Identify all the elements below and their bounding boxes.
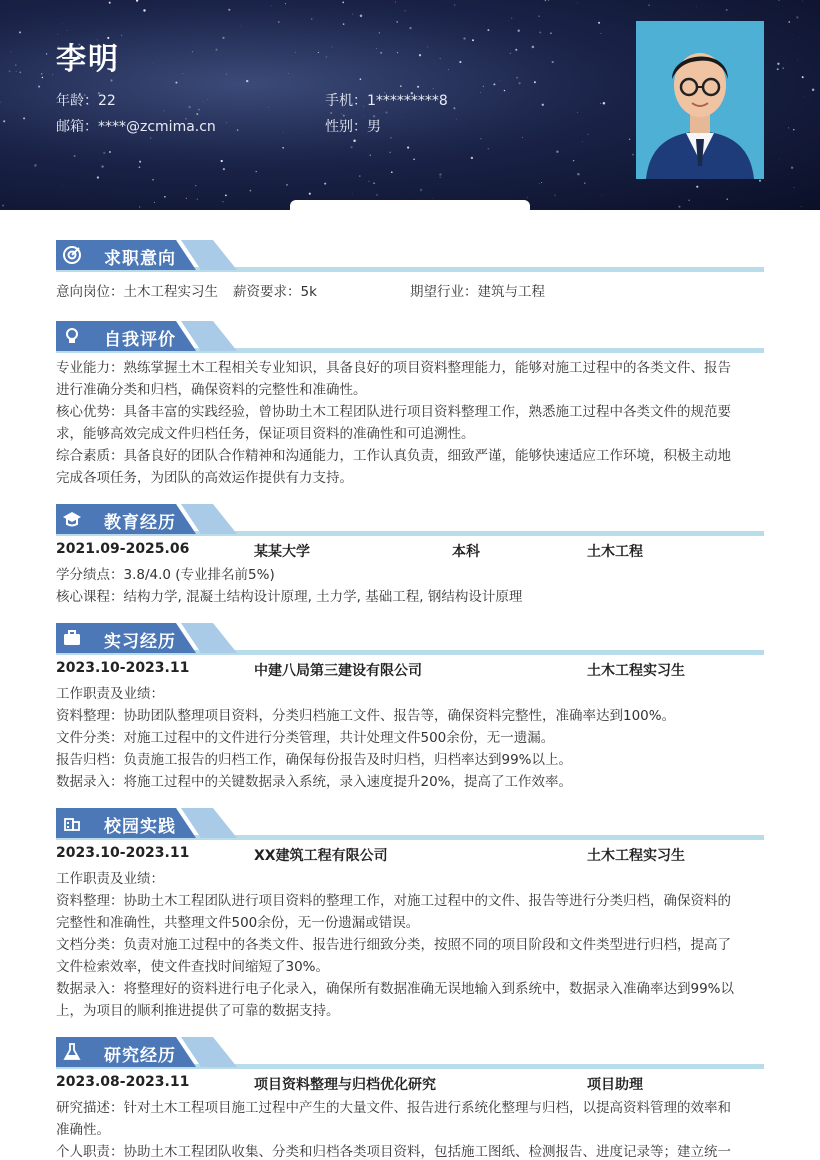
intent-salary: 薪资要求：5k bbox=[233, 284, 317, 300]
graduation-cap-icon bbox=[62, 509, 82, 529]
education-row bbox=[56, 541, 764, 563]
research-role: 项目助理 bbox=[587, 1077, 643, 1093]
education-degree: 本科 bbox=[452, 544, 480, 560]
profile-photo bbox=[636, 21, 764, 179]
campus-line: 数据录入：将整理好的资料进行电子化录入，确保所有数据准确无误地输入到系统中，数据录入准确率达到99%以 bbox=[56, 981, 735, 997]
age-info: 年龄：22 bbox=[56, 93, 116, 109]
campus-line: 上，为项目的顺利推进提供了可靠的数据支持。 bbox=[56, 1003, 340, 1019]
internship-role: 土木工程实习生 bbox=[587, 663, 685, 679]
research-row bbox=[56, 1074, 764, 1096]
building-icon bbox=[62, 813, 82, 833]
self-line: 完成各项任务，为团队的高效运作提供有力支持。 bbox=[56, 470, 353, 486]
target-icon bbox=[62, 245, 82, 265]
internship-date: 2023.10-2023.11 bbox=[56, 660, 190, 676]
campus-company: XX建筑工程有限公司 bbox=[254, 848, 388, 864]
section-title: 研究经历 bbox=[104, 1046, 176, 1066]
research-project: 项目资料整理与归档优化研究 bbox=[254, 1077, 436, 1093]
self-line: 求，能够高效完成文件归档任务，保证项目资料的准确性和可追溯性。 bbox=[56, 426, 475, 442]
intent-industry: 期望行业：建筑与工程 bbox=[410, 284, 545, 300]
self-line: 进行准确分类和归档，确保资料的完整性和准确性。 bbox=[56, 382, 367, 398]
section-header-self bbox=[56, 321, 764, 353]
internship-line: 文件分类：对施工过程中的文件进行分类管理，共计处理文件500余份，无一遗漏。 bbox=[56, 730, 555, 746]
campus-row bbox=[56, 845, 764, 867]
internship-company: 中建八局第三建设有限公司 bbox=[254, 663, 422, 679]
header-banner bbox=[0, 0, 820, 210]
email-info: 邮箱：****@zcmima.cn bbox=[56, 119, 216, 135]
self-line: 核心优势：具备丰富的实践经验，曾协助土木工程团队进行项目资料整理工作，熟悉施工过程中各类文件的规范要 bbox=[56, 404, 731, 420]
phone-info: 手机：1*********8 bbox=[325, 93, 448, 109]
flask-icon bbox=[62, 1042, 82, 1062]
research-line: 准确性。 bbox=[56, 1122, 110, 1138]
education-school: 某某大学 bbox=[254, 544, 310, 560]
campus-line: 文件检索效率，使文件查找时间缩短了30%。 bbox=[56, 959, 330, 975]
internship-line: 数据录入：将施工过程中的关键数据录入系统，录入速度提升20%，提高了工作效率。 bbox=[56, 774, 573, 790]
briefcase-icon bbox=[62, 628, 82, 648]
internship-line: 资料整理：协助团队整理项目资料，分类归档施工文件、报告等，确保资料完整性，准确率达到100%。 bbox=[56, 708, 676, 724]
self-line: 专业能力：熟练掌握土木工程相关专业知识，具备良好的项目资料整理能力，能够对施工过程中的各类文件、报告 bbox=[56, 360, 731, 376]
internship-line: 报告归档：负责施工报告的归档工作，确保每份报告及时归档，归档率达到99%以上。 bbox=[56, 752, 573, 768]
research-date: 2023.08-2023.11 bbox=[56, 1074, 190, 1090]
section-title: 实习经历 bbox=[104, 632, 176, 652]
section-header-research bbox=[56, 1037, 764, 1069]
campus-line: 工作职责及业绩： bbox=[56, 871, 164, 887]
section-header-campus bbox=[56, 808, 764, 840]
research-line: 研究描述：针对土木工程项目施工过程中产生的大量文件、报告进行系统化整理与归档，以提高资料管理的效率和 bbox=[56, 1100, 731, 1116]
campus-line: 资料整理：协助土木工程团队进行项目资料的整理工作，对施工过程中的文件、报告等进行分类归档，确保资料的 bbox=[56, 893, 731, 909]
research-line: 个人职责：协助土木工程团队收集、分类和归档各类项目资料，包括施工图纸、检测报告、进度记录等；建立统一 bbox=[56, 1144, 731, 1160]
education-line: 核心课程：结构力学, 混凝土结构设计原理, 土力学, 基础工程, 钢结构设计原理 bbox=[56, 589, 523, 605]
section-title: 教育经历 bbox=[104, 513, 176, 533]
section-title: 校园实践 bbox=[104, 817, 176, 837]
internship-line: 工作职责及业绩： bbox=[56, 686, 164, 702]
campus-line: 完整性和准确性，共整理文件500余份，无一份遗漏或错误。 bbox=[56, 915, 420, 931]
campus-role: 土木工程实习生 bbox=[587, 848, 685, 864]
internship-row bbox=[56, 660, 764, 682]
header-notch bbox=[290, 200, 530, 212]
section-header-education bbox=[56, 504, 764, 536]
education-line: 学分绩点：3.8/4.0 (专业排名前5%) bbox=[56, 567, 275, 583]
section-title: 求职意向 bbox=[104, 249, 176, 269]
campus-line: 文档分类：负责对施工过程中的各类文件、报告进行细致分类，按照不同的项目阶段和文件类型进行归档，提高了 bbox=[56, 937, 731, 953]
self-line: 综合素质：具备良好的团队合作精神和沟通能力，工作认真负责，细致严谨，能够快速适应工作环境，积极主动地 bbox=[56, 448, 731, 464]
section-header-intent bbox=[56, 240, 764, 272]
section-header-internship bbox=[56, 623, 764, 655]
section-title: 自我评价 bbox=[104, 330, 176, 350]
candidate-name: 李明 bbox=[56, 42, 120, 77]
gender-info: 性别：男 bbox=[325, 119, 381, 135]
campus-date: 2023.10-2023.11 bbox=[56, 845, 190, 861]
lightbulb-icon bbox=[62, 326, 82, 346]
intent-position: 意向岗位：土木工程实习生 bbox=[56, 284, 218, 300]
education-date: 2021.09-2025.06 bbox=[56, 541, 190, 557]
education-major: 土木工程 bbox=[587, 544, 643, 560]
